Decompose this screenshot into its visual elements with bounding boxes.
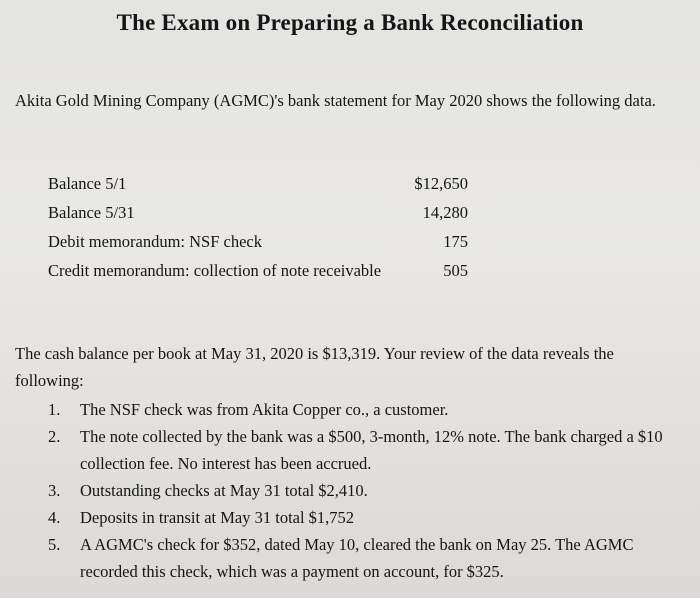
item-text: Deposits in transit at May 31 total $1,752 <box>80 508 355 527</box>
bank-statement-table <box>48 169 468 285</box>
item-number: 3. <box>48 481 61 500</box>
list-item <box>48 396 678 423</box>
list-item <box>48 531 678 585</box>
row-label: Balance 5/31 <box>48 202 135 222</box>
review-paragraph: The cash balance per book at May 31, 2020 is $13,319. Your review of the data reveals the following: <box>15 344 614 390</box>
list-item <box>48 423 678 477</box>
row-amount: 14,280 <box>422 202 468 222</box>
item-text: The NSF check was from Akita Copper co., a customer. <box>80 400 449 419</box>
table-row <box>48 169 468 198</box>
list-item <box>48 477 678 504</box>
item-text: A AGMC's check for $352, dated May 10, cleared the bank on May 25. The AGMC recorded this check, which was a payment on account, for $325. <box>80 535 634 581</box>
list-item <box>48 504 678 531</box>
item-number: 5. <box>48 535 61 554</box>
item-number: 1. <box>48 400 61 419</box>
item-number: 4. <box>48 508 61 527</box>
page-title: The Exam on Preparing a Bank Reconciliation <box>116 10 584 35</box>
table-row <box>48 227 468 256</box>
row-amount: 505 <box>443 260 468 280</box>
row-amount: 175 <box>443 231 468 251</box>
item-text: Outstanding checks at May 31 total $2,410. <box>80 481 368 500</box>
item-text: The note collected by the bank was a $500, 3-month, 12% note. The bank charged a $10 collection fee. No interest has been accrued. <box>80 427 663 473</box>
findings-list <box>48 396 678 585</box>
row-amount: $12,650 <box>414 173 468 193</box>
row-label: Balance 5/1 <box>48 173 127 193</box>
table-row <box>48 198 468 227</box>
intro-paragraph: Akita Gold Mining Company (AGMC)'s bank statement for May 2020 shows the following data. <box>15 91 656 110</box>
row-label: Debit memorandum: NSF check <box>48 231 263 251</box>
item-number: 2. <box>48 427 61 446</box>
table-row <box>48 256 468 285</box>
row-label: Credit memorandum: collection of note receivable <box>48 260 382 280</box>
